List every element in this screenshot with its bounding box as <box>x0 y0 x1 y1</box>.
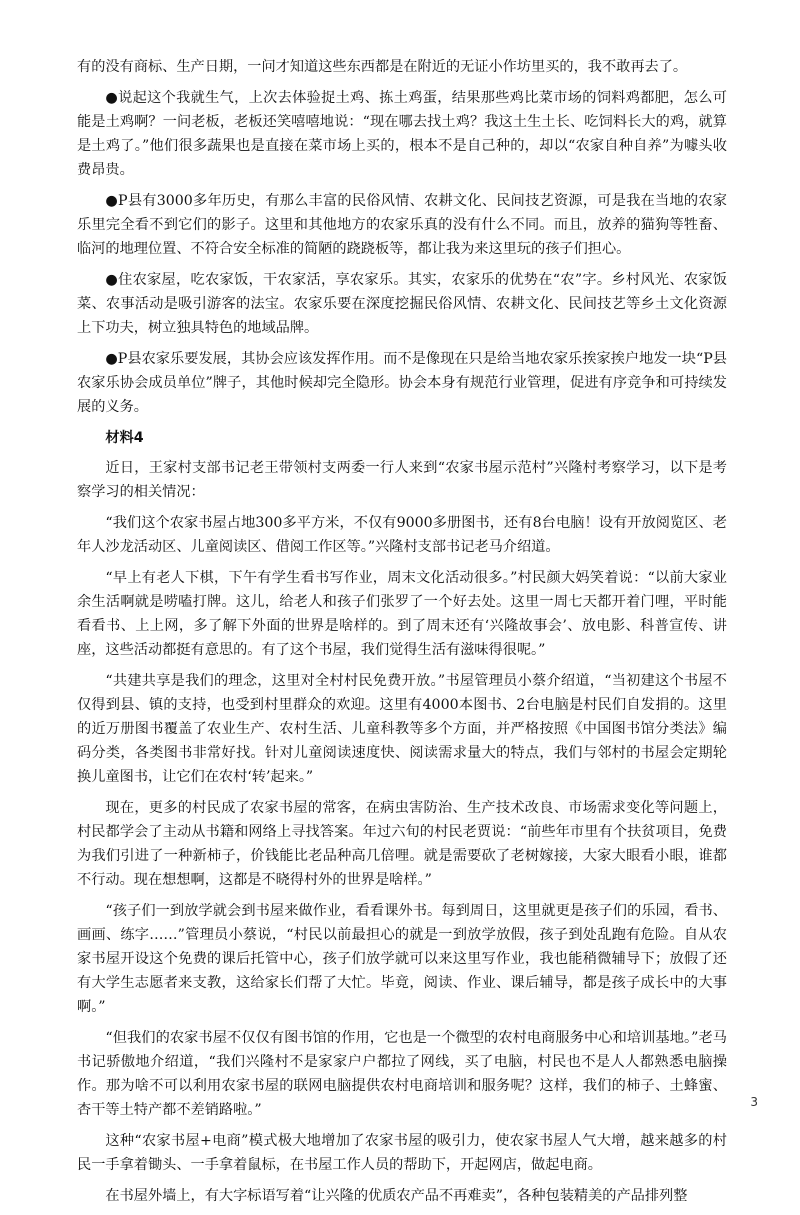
paragraph: ●P县农家乐要发展，其协会应该发挥作用。而不是像现在只是给当地农家乐挨家挨户地发一块“P县农家乐协会成员单位”牌子，其他时候却完全隐形。协会本身有规范行业管理，促进有序竞争和可持续发展的义务。 <box>77 351 727 415</box>
paragraph: 现在，更多的村民成了农家书屋的常客，在病虫害防治、生产技术改良、市场需求变化等问题上，村民都学会了主动从书籍和网络上寻找答案。年过六旬的村民老贾说：“前些年市里有个扶贫项目，免费为我们引进了一种新柿子，价钱能比老品种高几倍哩。就是需要砍了老树嫁接，大家大眼看小眼，谁都不行动。现在想想啊，这都是不晓得村外的世界是啥样。” <box>77 800 727 888</box>
paragraph: ●说起这个我就生气，上次去体验捉土鸡、拣土鸡蛋，结果那些鸡比菜市场的饲料鸡都肥，怎么可能是土鸡啊？一问老板，老板还笑嘻嘻地说：“现在哪去找土鸡？我这土生土长、吃饲料长大的鸡，就算是土鸡了。”他们很多蔬果也是直接在菜市场上买的，根本不是自己种的，却以“农家自种自养”为噱头收费昂贵。 <box>77 90 727 178</box>
paragraph: 近日，王家村支部书记老王带领村支两委一行人来到“农家书屋示范村”兴隆村考察学习，以下是考察学习的相关情况： <box>77 460 727 500</box>
section-heading: 材料4 <box>105 430 144 446</box>
paragraph: 有的没有商标、生产日期，一问才知道这些东西都是在附近的无证小作坊里买的，我不敢再去了。 <box>77 59 688 75</box>
paragraph: “但我们的农家书屋不仅仅有图书馆的作用，它也是一个微型的农村电商服务中心和培训基地。”老马书记骄傲地介绍道，“我们兴隆村不是家家户户都拉了网线，买了电脑，村民也不是人人都熟悉电脑操作。那为啥不可以利用农家书屋的联网电脑提供农村电商培训和服务呢？这样，我们的柿子、土蜂蜜、杏干等土特产都不差销路啦。” <box>77 1030 727 1118</box>
paragraph: “孩子们一到放学就会到书屋来做作业，看看课外书。每到周日，这里就更是孩子们的乐园，看书、画画、练字……”管理员小蔡说，“村民以前最担心的就是一到放学放假，孩子到处乱跑有危险。自从农家书屋开设这个免费的课后托管中心，孩子们放学就可以来这里写作业，我也能稍微辅导下；放假了还有大学生志愿者来支教，这给家长们帮了大忙。毕竟，阅读、作业、课后辅导，都是孩子成长中的大事啊。” <box>77 903 727 1015</box>
paragraph: ●住农家屋，吃农家饭，干农家活，享农家乐。其实，农家乐的优势在“农”字。乡村风光、农家饭菜、农事活动是吸引游客的法宝。农家乐要在深度挖掘民俗风情、农耕文化、民间技艺等乡土文化资源上下功夫，树立独具特色的地域品牌。 <box>77 272 727 336</box>
page-number: 3 <box>750 1095 758 1109</box>
paragraph: 在书屋外墙上，有大字标语写着“让兴隆的优质农产品不再难卖”，各种包装精美的产品排列整 <box>105 1188 688 1204</box>
document-body <box>77 55 727 1215</box>
paragraph: ●P县有3000多年历史，有那么丰富的民俗风情、农耕文化、民间技艺资源，可是我在当地的农家乐里完全看不到它们的影子。这里和其他地方的农家乐真的没有什么不同。而且，放养的猫狗等牲畜、临河的地理位置、不符合安全标准的简陋的跷跷板等，都让我为来这里玩的孩子们担心。 <box>77 193 727 257</box>
paragraph: “共建共享是我们的理念，这里对全村村民免费开放。”书屋管理员小蔡介绍道，“当初建这个书屋不仅得到县、镇的支持，也受到村里群众的欢迎。这里有4000本图书、2台电脑是村民们自发捐的。这里的近万册图书覆盖了农业生产、农村生活、儿童科教等多个方面，并严格按照《中国图书馆分类法》编码分类，各类图书非常好找。针对儿童阅读速度快、阅读需求量大的特点，我们与邻村的书屋会定期轮换儿童图书，让它们在农村‘转’起来。” <box>77 673 727 785</box>
paragraph: “我们这个农家书屋占地300多平方米，不仅有9000多册图书，还有8台电脑！设有开放阅览区、老年人沙龙活动区、儿童阅读区、借阅工作区等。”兴隆村支部书记老马介绍道。 <box>77 515 727 555</box>
paragraph: “早上有老人下棋，下午有学生看书写作业，周末文化活动很多。”村民颜大妈笑着说：“以前大家业余生活啊就是唠嗑打牌。这儿，给老人和孩子们张罗了一个好去处。这里一周七天都开着门哩，平时能看看书、上上网，多了解下外面的世界是啥样的。到了周末还有‘兴隆故事会’、放电影、科普宣传、讲座，这些活动都挺有意思的。有了这个书屋，我们觉得生活有滋味得很呢。” <box>77 570 727 658</box>
paragraph: 这种“农家书屋+电商”模式极大地增加了农家书屋的吸引力，使农家书屋人气大增，越来越多的村民一手拿着锄头、一手拿着鼠标，在书屋工作人员的帮助下，开起网店，做起电商。 <box>77 1133 727 1173</box>
